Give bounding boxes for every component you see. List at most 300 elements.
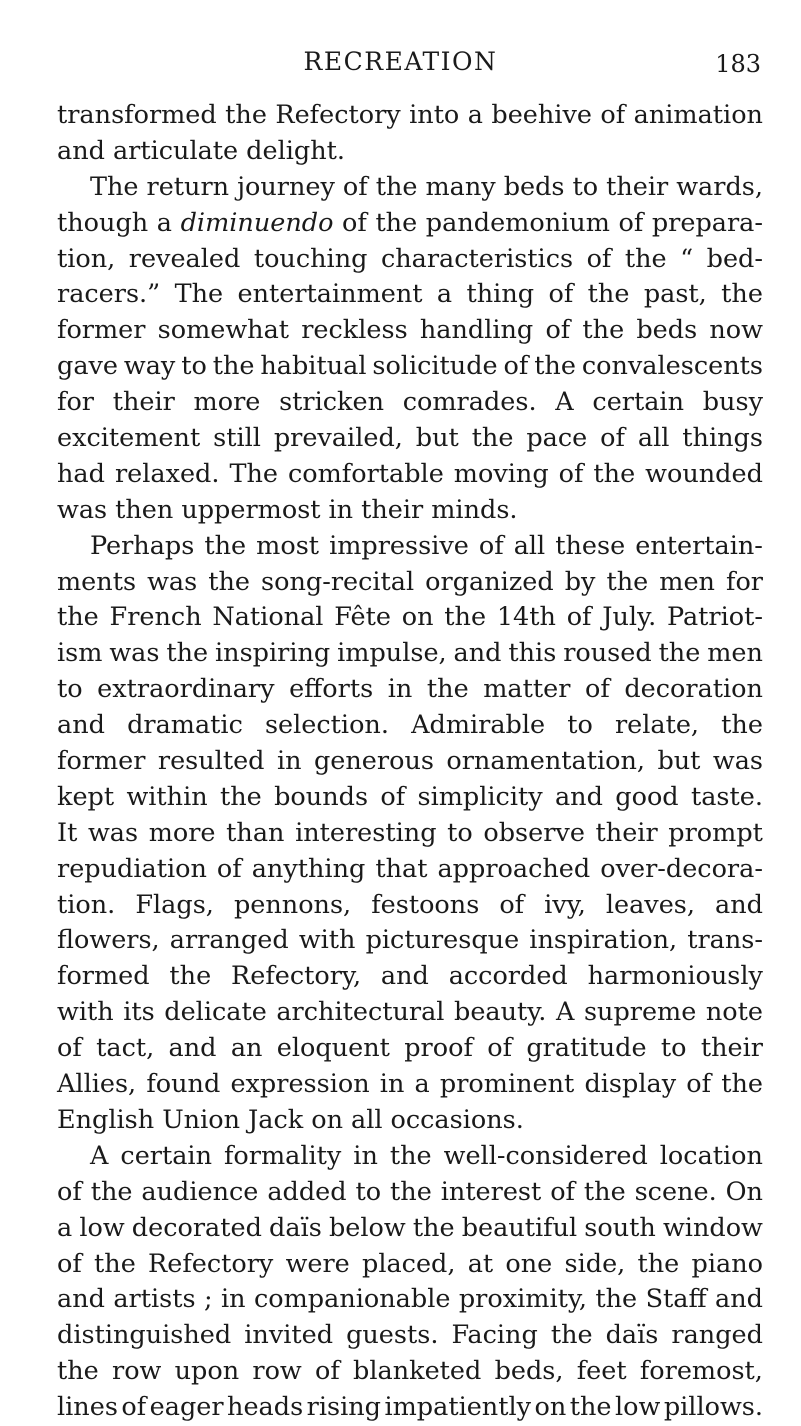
word: Flags,	[135, 889, 214, 920]
word: of	[342, 171, 368, 202]
word: kept	[57, 781, 115, 812]
word: Patriot-	[666, 602, 763, 633]
body-text	[57, 98, 763, 1426]
word: the	[721, 710, 763, 741]
text-line	[57, 780, 763, 816]
word: generous	[313, 746, 434, 777]
word: July.	[602, 602, 657, 633]
text-line	[57, 349, 763, 385]
word: tion.	[57, 889, 116, 920]
word: the	[94, 1248, 136, 1279]
word: most	[256, 530, 320, 561]
word: uppermost	[181, 494, 321, 525]
word: taste.	[690, 781, 763, 812]
word: Refectory	[275, 100, 401, 130]
word: ornamentation,	[446, 746, 645, 777]
word: invited	[244, 1320, 334, 1351]
word: of	[487, 1033, 513, 1064]
word: impulse,	[337, 638, 447, 669]
word: Jack	[248, 1104, 304, 1135]
word: on	[534, 1392, 567, 1423]
word: all	[351, 1104, 383, 1135]
word: the	[721, 279, 763, 310]
word: Allies,	[57, 1069, 137, 1100]
word: a	[414, 1069, 430, 1100]
word: the	[534, 351, 576, 382]
word: wounded	[645, 458, 763, 489]
word: placed,	[362, 1248, 456, 1279]
word: gave	[57, 351, 119, 382]
word: bed-	[706, 243, 763, 274]
word: below	[328, 1212, 406, 1243]
word: gratitude	[526, 1033, 647, 1064]
word: thing	[466, 279, 535, 310]
word: On	[725, 1176, 763, 1207]
word: the	[550, 1320, 593, 1351]
word: tact,	[96, 1033, 155, 1064]
word: more	[148, 817, 216, 848]
word: touching	[253, 243, 368, 274]
word: but	[657, 746, 701, 777]
word: efforts	[289, 674, 374, 705]
text-line	[57, 995, 763, 1031]
word: well-considered	[443, 1140, 648, 1171]
word: in	[353, 1140, 378, 1171]
word: found	[146, 1069, 221, 1100]
word: the	[624, 243, 667, 274]
word: of	[566, 602, 592, 633]
word: transformed	[57, 100, 217, 130]
word: piano	[691, 1248, 763, 1279]
word: more	[193, 387, 261, 418]
word: formality	[223, 1140, 342, 1171]
word: their	[606, 171, 669, 202]
word: impatiently	[384, 1392, 532, 1423]
word: journey	[237, 171, 335, 202]
word: the	[582, 315, 625, 346]
word: a	[467, 100, 483, 130]
text-line	[57, 277, 763, 313]
word: revealed	[128, 243, 241, 274]
word: racers.”	[57, 279, 161, 310]
word: solicitude	[372, 351, 498, 382]
word: of	[216, 853, 242, 884]
word: occasions.	[390, 1104, 524, 1135]
text-line	[57, 672, 763, 708]
word: eloquent	[276, 1033, 390, 1064]
text-line	[57, 1247, 763, 1283]
word: animation	[633, 100, 763, 130]
word: of	[686, 1069, 712, 1100]
word: ranged	[671, 1320, 763, 1351]
word: ments	[57, 566, 137, 597]
word: of	[600, 100, 626, 130]
word: still	[213, 423, 261, 454]
word: things	[682, 423, 763, 454]
text-line	[57, 636, 763, 672]
word: organized	[425, 566, 554, 597]
word: inspiration,	[529, 925, 678, 956]
text-line	[57, 98, 763, 134]
text-line	[57, 744, 763, 780]
word: added	[267, 1176, 347, 1207]
word: approached	[437, 853, 591, 884]
word: decorated	[131, 1212, 262, 1243]
text-line	[57, 206, 763, 242]
word: relaxed.	[114, 458, 220, 489]
word: of	[314, 1356, 340, 1387]
word: English	[57, 1104, 155, 1135]
text-line	[57, 1103, 763, 1139]
word: on	[401, 602, 434, 633]
word: feet	[576, 1356, 627, 1387]
word: comrades.	[402, 387, 537, 418]
word: was	[147, 566, 198, 597]
word: the	[593, 458, 636, 489]
running-head: RECREATION	[303, 47, 498, 76]
text-line	[57, 1211, 763, 1247]
word: busy	[702, 387, 763, 418]
text-line	[57, 1031, 763, 1067]
word: and	[380, 961, 429, 992]
word: within	[126, 781, 208, 812]
word: the	[212, 351, 255, 382]
word: was	[712, 746, 763, 777]
word: in	[328, 494, 354, 525]
word: distinguished	[57, 1320, 232, 1351]
word: entertainment	[237, 279, 423, 310]
text-line	[57, 457, 763, 493]
word: of	[57, 1033, 82, 1064]
word: Admirable	[411, 710, 546, 741]
word: their	[595, 817, 658, 848]
word: upon	[174, 1356, 240, 1387]
word: the	[390, 1176, 432, 1207]
word: and	[57, 710, 105, 741]
text-line	[57, 1318, 763, 1354]
word: scene.	[634, 1176, 717, 1207]
word: repudiation	[57, 853, 207, 884]
word: decoration	[624, 674, 763, 705]
word: return	[146, 171, 230, 202]
word: moving	[453, 458, 549, 489]
word: The	[229, 458, 278, 489]
word: Fête	[334, 602, 391, 633]
word: delight.	[246, 135, 345, 166]
text-line	[57, 1354, 763, 1390]
word: Refectory,	[231, 961, 362, 992]
word: trans-	[687, 925, 763, 956]
word: the	[606, 566, 649, 597]
word: than	[226, 817, 285, 848]
page-number: 183	[715, 50, 761, 78]
word: song-recital	[261, 566, 415, 597]
word: dramatic	[127, 710, 243, 741]
word: in	[379, 1069, 405, 1100]
word: artists	[113, 1284, 196, 1315]
word: companionable	[253, 1284, 451, 1315]
word: Union	[162, 1104, 241, 1135]
word: roused	[563, 638, 652, 669]
word: of	[618, 207, 644, 238]
word: The	[174, 279, 224, 310]
word: convalescents	[581, 351, 763, 382]
word: interest	[440, 1176, 542, 1207]
word: resulted	[157, 746, 265, 777]
word: Refectory	[148, 1248, 274, 1279]
word: was	[57, 494, 108, 525]
word: flowers,	[57, 925, 160, 956]
word: men	[707, 638, 763, 669]
word: extraordinary	[97, 674, 275, 705]
word: Facing	[451, 1320, 538, 1351]
word: interesting	[295, 817, 437, 848]
word: their	[112, 387, 175, 418]
word: then	[115, 494, 174, 525]
word: to	[447, 817, 473, 848]
word: entertain-	[635, 530, 763, 561]
word: one	[505, 1248, 553, 1279]
word: minds.	[431, 494, 518, 525]
text-line	[57, 888, 763, 924]
word: the	[225, 100, 267, 130]
word: with	[57, 997, 114, 1028]
word: daïs	[269, 1212, 322, 1243]
word: note	[705, 997, 763, 1028]
word: to	[660, 1033, 687, 1064]
word: south	[584, 1212, 656, 1243]
word: the	[444, 602, 487, 633]
word: to	[355, 1176, 382, 1207]
word: row	[112, 1356, 162, 1387]
word: National	[212, 602, 324, 633]
word: good	[615, 781, 679, 812]
word: foremost,	[639, 1356, 763, 1387]
word: in	[220, 1284, 246, 1315]
word: characteristics	[380, 243, 574, 274]
word: but	[415, 423, 459, 454]
word: on	[311, 1104, 343, 1135]
word: and	[57, 1284, 105, 1315]
word: the	[166, 638, 209, 669]
word: their	[700, 1033, 763, 1064]
word: of	[558, 458, 584, 489]
word: proximity,	[458, 1284, 587, 1315]
word: ism	[57, 638, 103, 669]
word: now	[709, 315, 763, 346]
word: leaves,	[605, 889, 695, 920]
word: low	[615, 1392, 661, 1423]
word: and	[715, 1284, 763, 1315]
word: of	[548, 279, 574, 310]
word: former	[57, 315, 146, 346]
word: of	[342, 207, 367, 238]
word: of	[57, 1176, 82, 1207]
word: It	[57, 817, 78, 848]
word: ;	[203, 1284, 213, 1315]
word: the	[389, 1140, 432, 1171]
word: that	[375, 853, 428, 884]
word: expression	[230, 1069, 370, 1100]
word: formed	[57, 961, 150, 992]
word: matter	[483, 674, 571, 705]
text-line	[57, 1282, 763, 1318]
word: low	[79, 1212, 125, 1243]
word: the	[90, 1176, 133, 1207]
word: A	[555, 387, 574, 418]
word: pandemonium	[425, 207, 610, 238]
word: rising	[306, 1392, 381, 1423]
text-line	[57, 1175, 763, 1211]
word: the	[57, 1356, 99, 1387]
word: all	[513, 530, 546, 561]
word: wards,	[676, 171, 763, 202]
word: and	[554, 781, 603, 812]
word: festoons	[371, 889, 480, 920]
word: location	[659, 1140, 763, 1171]
word: an	[230, 1033, 263, 1064]
word: and	[168, 1033, 217, 1064]
word: all	[637, 423, 670, 454]
word: and	[57, 135, 105, 166]
word: of	[550, 1176, 575, 1207]
word: in	[276, 746, 302, 777]
word: many	[425, 171, 496, 202]
word: 14th	[496, 602, 556, 633]
word: articulate	[112, 135, 239, 166]
text-line	[57, 529, 763, 565]
word: past,	[643, 279, 707, 310]
word: reckless	[301, 315, 408, 346]
text-line	[57, 959, 763, 995]
word: supreme	[583, 997, 697, 1028]
text-line	[57, 385, 763, 421]
word: daïs	[605, 1320, 659, 1351]
word: of	[503, 351, 529, 382]
word: in	[387, 674, 413, 705]
word: relate,	[614, 710, 700, 741]
word: the	[471, 423, 514, 454]
word: for	[57, 387, 94, 418]
word: audience	[141, 1176, 259, 1207]
word: handling	[419, 315, 534, 346]
word: the	[375, 171, 418, 202]
word: the	[637, 1248, 680, 1279]
word: to	[567, 710, 593, 741]
word: delicate	[164, 997, 267, 1028]
text-line	[57, 852, 763, 888]
italic-word: diminuendo	[180, 207, 334, 238]
word: the	[57, 602, 99, 633]
word: bounds	[274, 781, 369, 812]
word: to	[57, 674, 83, 705]
word: A	[90, 1140, 109, 1171]
word: the	[426, 674, 469, 705]
word: habitual	[260, 351, 367, 382]
word: impressive	[329, 530, 469, 561]
text-line	[57, 1067, 763, 1103]
word: and	[715, 889, 763, 920]
word: by	[564, 566, 596, 597]
word: eager	[149, 1392, 224, 1423]
word: prominent	[439, 1069, 575, 1100]
word: prompt	[668, 817, 763, 848]
word: a	[156, 207, 172, 238]
word: stricken	[279, 387, 385, 418]
word: the	[208, 566, 250, 597]
word: way	[123, 351, 176, 382]
word: of	[478, 530, 504, 561]
text-line	[57, 816, 763, 852]
word: “	[680, 243, 694, 274]
word: comfortable	[287, 458, 444, 489]
word: somewhat	[157, 315, 290, 346]
word: prevailed,	[273, 423, 403, 454]
word: picturesque	[365, 925, 520, 956]
word: into	[409, 100, 460, 130]
word: lines	[57, 1392, 118, 1423]
word: blanketed	[353, 1356, 482, 1387]
word: beautiful	[461, 1212, 578, 1243]
word: beehive	[491, 100, 592, 130]
word: its	[123, 997, 155, 1028]
word: the	[583, 1176, 626, 1207]
word: pillows.	[663, 1392, 763, 1423]
text-line	[57, 923, 763, 959]
word: the	[204, 530, 247, 561]
word: for	[726, 566, 763, 597]
word: beds	[636, 315, 698, 346]
word: was	[87, 817, 139, 848]
word: A	[555, 997, 575, 1028]
word: of	[545, 315, 571, 346]
word: certain	[120, 1140, 212, 1171]
word: inspiring	[214, 638, 331, 669]
word: the	[220, 781, 262, 812]
word: of	[121, 1392, 147, 1423]
word: heads	[227, 1392, 304, 1423]
word: a	[436, 279, 453, 310]
text-line	[57, 313, 763, 349]
word: to	[572, 171, 599, 202]
text-line	[57, 421, 763, 457]
word: architectural	[276, 997, 445, 1028]
text-line	[57, 493, 763, 529]
word: to	[181, 351, 207, 382]
word: simplicity	[417, 781, 543, 812]
word: the	[569, 1392, 612, 1423]
word: with	[298, 925, 356, 956]
word: anything	[251, 853, 366, 884]
word: the	[412, 1212, 455, 1243]
word: harmoniously	[587, 961, 763, 992]
word: proof	[404, 1033, 473, 1064]
word: their	[361, 494, 424, 525]
word: the	[658, 638, 701, 669]
word: of	[499, 889, 525, 920]
word: pace	[526, 423, 588, 454]
word: observe	[483, 817, 585, 848]
word: of	[600, 423, 625, 454]
word: had	[57, 458, 105, 489]
text-line	[57, 708, 763, 744]
word: of	[584, 674, 610, 705]
word: arranged	[169, 925, 289, 956]
word: ivy,	[544, 889, 586, 920]
text-line	[57, 565, 763, 601]
word: these	[555, 530, 626, 561]
word: of	[586, 243, 612, 274]
